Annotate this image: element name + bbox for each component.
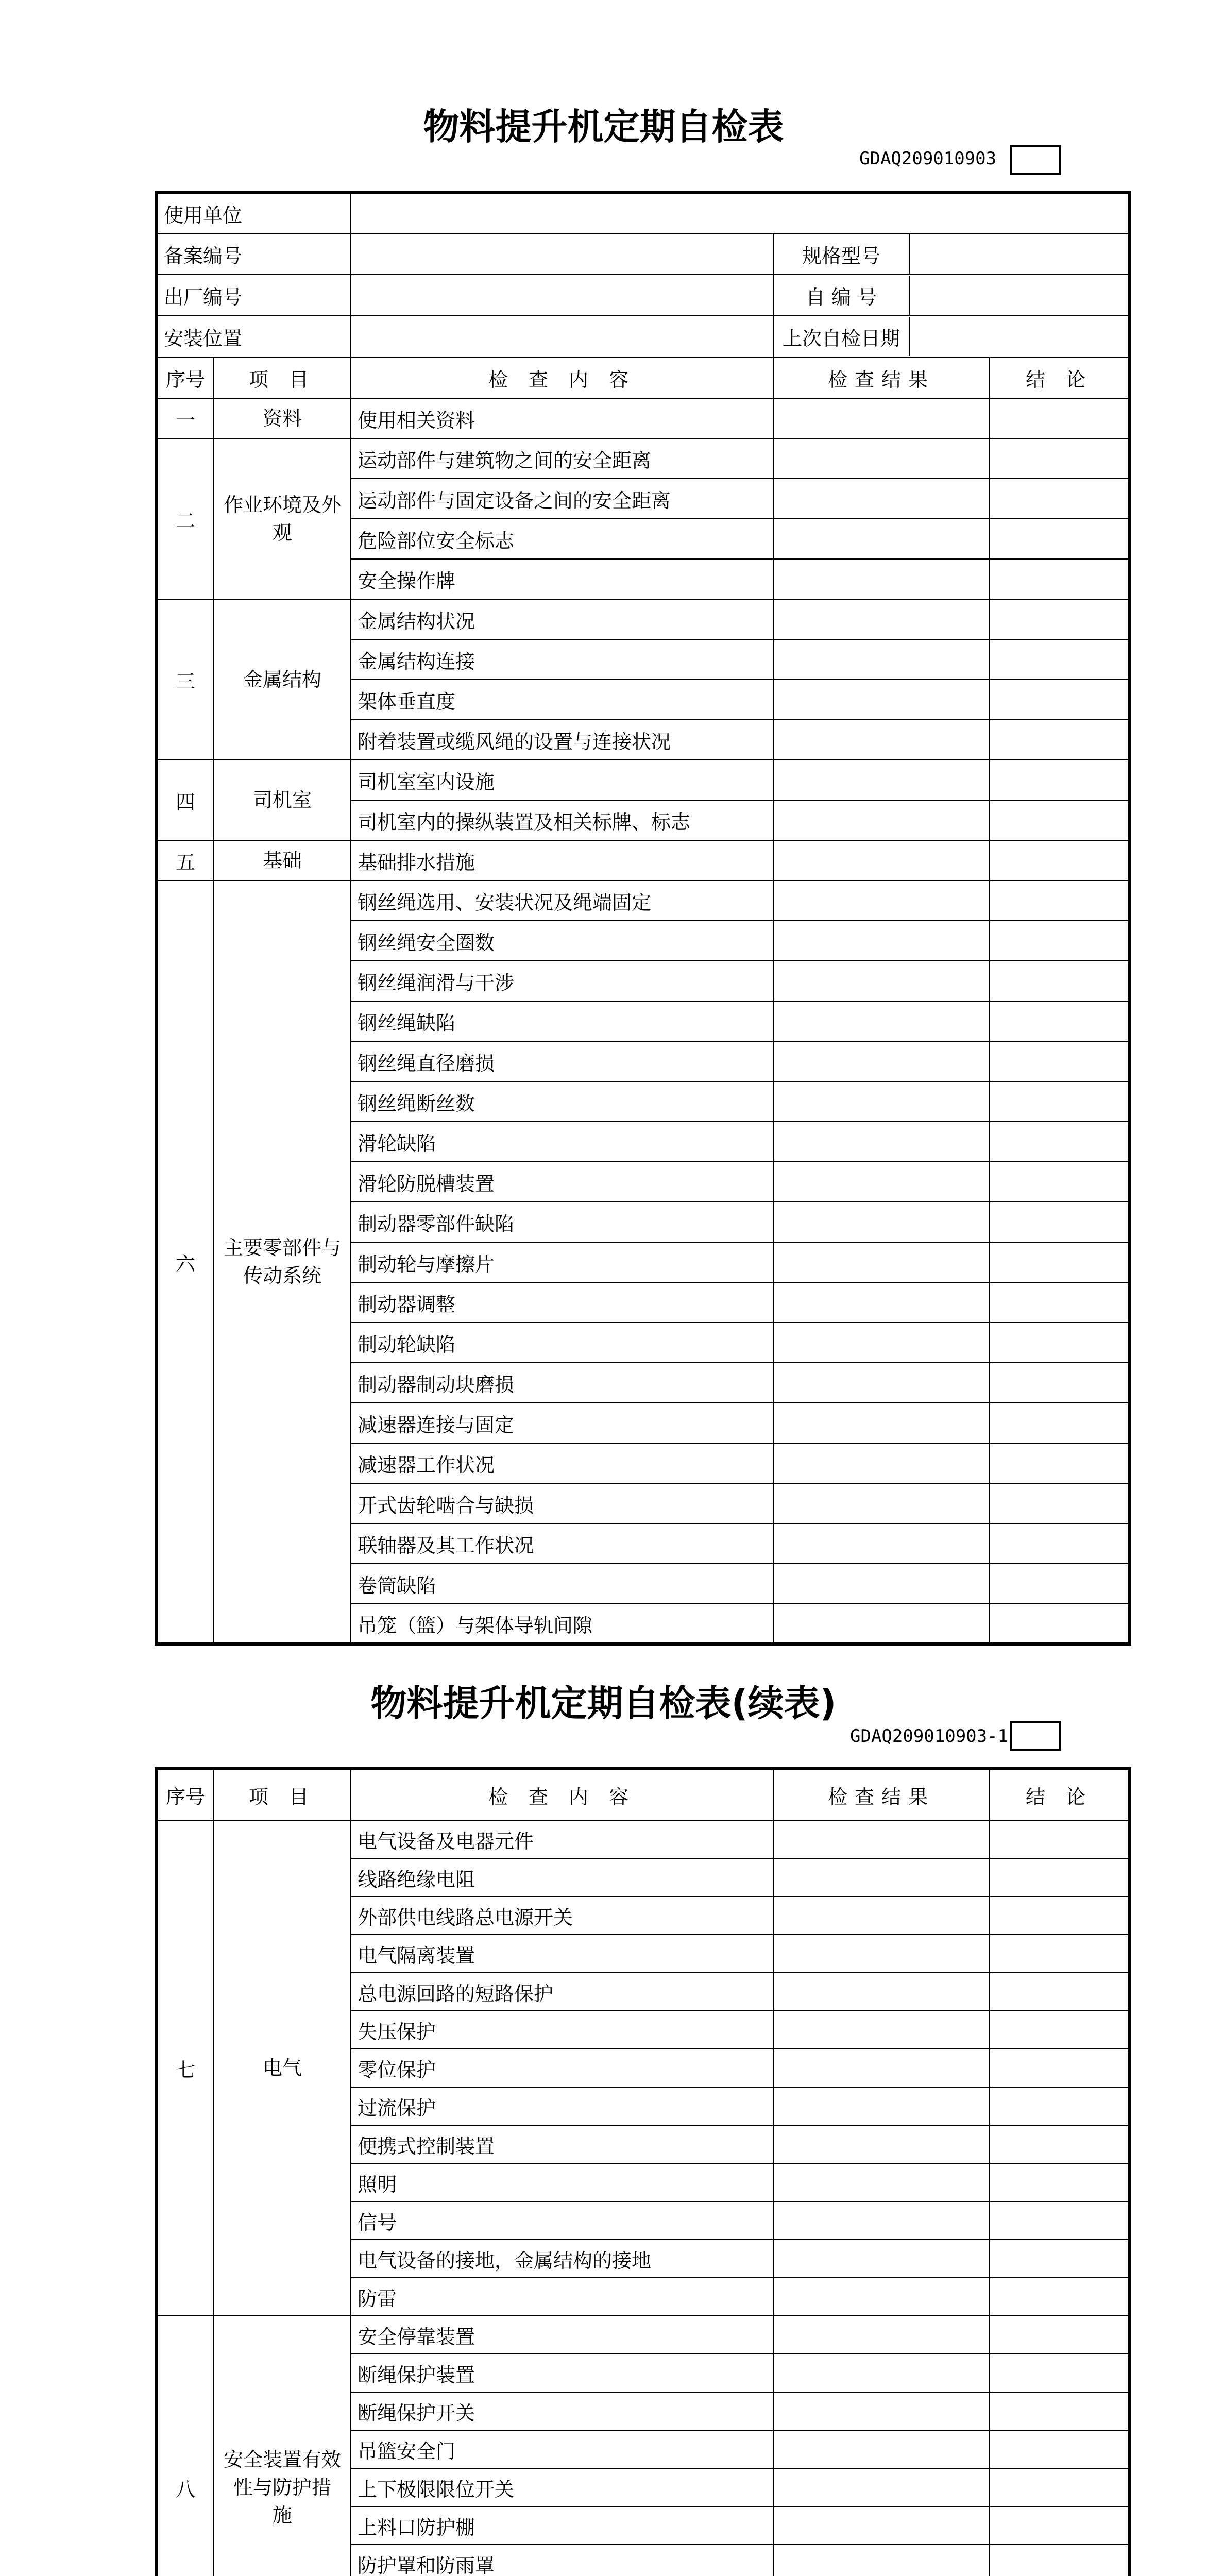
- conclusion-cell[interactable]: [990, 880, 1130, 921]
- inspection-table: [155, 191, 1131, 1646]
- conclusion-cell[interactable]: [990, 1935, 1130, 1973]
- conclusion-cell[interactable]: [990, 639, 1130, 680]
- check-result-cell[interactable]: [773, 720, 990, 760]
- check-result-cell[interactable]: [773, 1242, 990, 1282]
- row-seq: 八: [156, 2316, 214, 2576]
- check-result-cell[interactable]: [773, 2506, 990, 2545]
- check-content: 断绳保护开关: [351, 2392, 773, 2430]
- conclusion-cell[interactable]: [990, 760, 1130, 800]
- table-row: [156, 880, 1130, 921]
- header-result: 检查结果: [773, 1769, 990, 1820]
- check-content: 滑轮防脱槽装置: [351, 1162, 773, 1202]
- check-result-cell[interactable]: [773, 2049, 990, 2087]
- row-item: 金属结构: [214, 599, 351, 760]
- check-content: 架体垂直度: [351, 680, 773, 720]
- inspection-table-continued: [155, 1767, 1131, 2576]
- check-result-cell[interactable]: [773, 2278, 990, 2316]
- conclusion-cell[interactable]: [990, 1323, 1130, 1363]
- field-filing-no[interactable]: [351, 233, 773, 275]
- check-content: 上下极限限位开关: [351, 2468, 773, 2506]
- check-result-cell[interactable]: [773, 1081, 990, 1122]
- conclusion-cell[interactable]: [990, 1081, 1130, 1122]
- conclusion-cell[interactable]: [990, 1242, 1130, 1282]
- conclusion-cell[interactable]: [990, 2049, 1130, 2087]
- check-content: 信号: [351, 2201, 773, 2240]
- conclusion-cell[interactable]: [990, 1282, 1130, 1323]
- check-content: 司机室室内设施: [351, 760, 773, 800]
- row-seq: 六: [156, 880, 214, 1644]
- conclusion-cell[interactable]: [990, 2240, 1130, 2278]
- check-content: 钢丝绳安全圈数: [351, 921, 773, 961]
- check-content: 开式齿轮啮合与缺损: [351, 1483, 773, 1523]
- check-result-cell[interactable]: [773, 2011, 990, 2049]
- field-install-pos[interactable]: [351, 316, 773, 357]
- check-result-cell[interactable]: [773, 1896, 990, 1935]
- check-result-cell[interactable]: [773, 2163, 990, 2201]
- check-content: 过流保护: [351, 2087, 773, 2125]
- check-result-cell[interactable]: [773, 2201, 990, 2240]
- check-result-cell[interactable]: [773, 1820, 990, 1858]
- conclusion-cell[interactable]: [990, 1443, 1130, 1483]
- check-result-cell[interactable]: [773, 2354, 990, 2392]
- check-content: 基础排水措施: [351, 840, 773, 880]
- check-content: 减速器工作状况: [351, 1443, 773, 1483]
- row-seq: 七: [156, 1820, 214, 2316]
- check-content: 制动轮缺陷: [351, 1323, 773, 1363]
- check-content: 上料口防护棚: [351, 2506, 773, 2545]
- conclusion-cell[interactable]: [990, 1041, 1130, 1081]
- label-install-pos: 安装位置: [156, 316, 351, 357]
- label-filing-no: 备案编号: [156, 233, 351, 275]
- check-result-cell[interactable]: [773, 398, 990, 438]
- label-spec-model-cell: 规格型号: [774, 234, 910, 274]
- row-seq: 三: [156, 599, 214, 760]
- check-result-cell[interactable]: [773, 2087, 990, 2125]
- conclusion-cell[interactable]: [990, 1483, 1130, 1523]
- check-result-cell[interactable]: [773, 1282, 990, 1323]
- conclusion-cell[interactable]: [990, 2468, 1130, 2506]
- check-result-cell[interactable]: [773, 599, 990, 639]
- check-content: 制动轮与摩擦片: [351, 1242, 773, 1282]
- conclusion-cell[interactable]: [990, 398, 1130, 438]
- page-title: 物料提升机定期自检表: [423, 106, 784, 148]
- check-content: 线路绝缘电阻: [351, 1858, 773, 1896]
- check-result-cell[interactable]: [773, 760, 990, 800]
- conclusion-cell[interactable]: [990, 2354, 1130, 2392]
- check-content: 照明: [351, 2163, 773, 2201]
- check-result-cell[interactable]: [773, 1935, 990, 1973]
- check-result-cell[interactable]: [773, 800, 990, 840]
- check-content: 司机室内的操纵装置及相关标牌、标志: [351, 800, 773, 840]
- conclusion-cell[interactable]: [990, 1973, 1130, 2011]
- check-content: 减速器连接与固定: [351, 1403, 773, 1443]
- label-last-check-date: 上次自检日期: [774, 317, 910, 356]
- check-result-cell[interactable]: [773, 1363, 990, 1403]
- conclusion-cell[interactable]: [990, 2545, 1130, 2576]
- conclusion-cell[interactable]: [990, 479, 1130, 519]
- field-spec-model[interactable]: [910, 234, 1128, 274]
- table-row: [156, 2316, 1130, 2354]
- check-content: 钢丝绳润滑与干涉: [351, 961, 773, 1001]
- table-row: [156, 1820, 1130, 1858]
- check-result-cell[interactable]: [773, 1403, 990, 1443]
- conclusion-cell[interactable]: [990, 559, 1130, 599]
- label-use-unit: 使用单位: [156, 192, 351, 233]
- check-content: 运动部件与建筑物之间的安全距离: [351, 438, 773, 479]
- conclusion-cell[interactable]: [990, 2506, 1130, 2545]
- check-result-cell[interactable]: [773, 1202, 990, 1242]
- header-conclusion: 结 论: [990, 1769, 1130, 1820]
- field-self-no[interactable]: [910, 276, 1128, 315]
- conclusion-cell[interactable]: [990, 2316, 1130, 2354]
- check-content: 危险部位安全标志: [351, 519, 773, 559]
- check-content: 联轴器及其工作状况: [351, 1523, 773, 1564]
- check-content: 零位保护: [351, 2049, 773, 2087]
- check-content: 金属结构状况: [351, 599, 773, 639]
- header-content: 检 查 内 容: [351, 1769, 773, 1820]
- check-result-cell[interactable]: [773, 479, 990, 519]
- page-title-continued: 物料提升机定期自检表(续表): [370, 1682, 837, 1724]
- conclusion-cell[interactable]: [990, 2392, 1130, 2430]
- conclusion-cell[interactable]: [990, 961, 1130, 1001]
- check-content: 钢丝绳选用、安装状况及绳端固定: [351, 880, 773, 921]
- check-content: 电气设备的接地，金属结构的接地: [351, 2240, 773, 2278]
- check-result-cell[interactable]: [773, 2545, 990, 2576]
- check-result-cell[interactable]: [773, 1162, 990, 1202]
- check-result-cell[interactable]: [773, 1973, 990, 2011]
- check-content: 使用相关资料: [351, 398, 773, 438]
- conclusion-cell[interactable]: [990, 519, 1130, 559]
- check-result-cell[interactable]: [773, 2125, 990, 2163]
- header-item: 项 目: [214, 1769, 351, 1820]
- conclusion-cell[interactable]: [990, 720, 1130, 760]
- conclusion-cell[interactable]: [990, 1202, 1130, 1242]
- table-row: [156, 398, 1130, 438]
- check-content: 安全操作牌: [351, 559, 773, 599]
- check-content: 便携式控制装置: [351, 2125, 773, 2163]
- check-content: 吊笼（篮）与架体导轨间隙: [351, 1604, 773, 1644]
- conclusion-cell[interactable]: [990, 2087, 1130, 2125]
- check-content: 制动器制动块磨损: [351, 1363, 773, 1403]
- conclusion-cell[interactable]: [990, 2011, 1130, 2049]
- check-result-cell[interactable]: [773, 2240, 990, 2278]
- table-row: [156, 599, 1130, 639]
- check-content: 防雷: [351, 2278, 773, 2316]
- check-content: 失压保护: [351, 2011, 773, 2049]
- form-code-box[interactable]: [1010, 145, 1061, 175]
- row-seq: 四: [156, 760, 214, 840]
- check-content: 钢丝绳直径磨损: [351, 1041, 773, 1081]
- conclusion-cell[interactable]: [990, 680, 1130, 720]
- row-item: 司机室: [214, 760, 351, 840]
- row-item: 基础: [214, 840, 351, 880]
- form-code-box-continued[interactable]: [1010, 1721, 1061, 1751]
- check-content: 滑轮缺陷: [351, 1122, 773, 1162]
- check-content: 卷筒缺陷: [351, 1564, 773, 1604]
- check-content: 外部供电线路总电源开关: [351, 1896, 773, 1935]
- row-item: 资料: [214, 398, 351, 438]
- check-content: 制动器零部件缺陷: [351, 1202, 773, 1242]
- check-content: 钢丝绳缺陷: [351, 1001, 773, 1041]
- check-result-cell[interactable]: [773, 1564, 990, 1604]
- check-content: 电气设备及电器元件: [351, 1820, 773, 1858]
- check-result-cell[interactable]: [773, 921, 990, 961]
- check-result-cell[interactable]: [773, 2468, 990, 2506]
- check-result-cell[interactable]: [773, 1323, 990, 1363]
- row-item: 安全装置有效性与防护措 施: [214, 2316, 351, 2576]
- check-content: 金属结构连接: [351, 639, 773, 680]
- check-content: 电气隔离装置: [351, 1935, 773, 1973]
- check-result-cell[interactable]: [773, 880, 990, 921]
- label-self-no: 自 编 号: [774, 276, 910, 315]
- form-code-continued: GDAQ209010903-1: [850, 1726, 1009, 1747]
- check-content: 防护罩和防雨罩: [351, 2545, 773, 2576]
- check-result-cell[interactable]: [773, 1858, 990, 1896]
- table-row: [156, 760, 1130, 800]
- header-result: 检查结果: [773, 357, 990, 398]
- conclusion-cell[interactable]: [990, 800, 1130, 840]
- conclusion-cell[interactable]: [990, 1604, 1130, 1644]
- check-content: 制动器调整: [351, 1282, 773, 1323]
- conclusion-cell[interactable]: [990, 1162, 1130, 1202]
- check-content: 钢丝绳断丝数: [351, 1081, 773, 1122]
- header-seq: 序号: [156, 357, 214, 398]
- conclusion-cell[interactable]: [990, 2278, 1130, 2316]
- conclusion-cell[interactable]: [990, 1363, 1130, 1403]
- check-result-cell[interactable]: [773, 1443, 990, 1483]
- conclusion-cell[interactable]: [990, 438, 1130, 479]
- conclusion-cell[interactable]: [990, 1564, 1130, 1604]
- conclusion-cell[interactable]: [990, 921, 1130, 961]
- conclusion-cell[interactable]: [990, 1896, 1130, 1935]
- check-result-cell[interactable]: [773, 519, 990, 559]
- check-result-cell[interactable]: [773, 1483, 990, 1523]
- header-content: 检 查 内 容: [351, 357, 773, 398]
- check-content: 安全停靠装置: [351, 2316, 773, 2354]
- form-code: GDAQ209010903: [859, 148, 997, 169]
- row-item: 主要零部件与传动系统: [214, 880, 351, 1644]
- check-content: 附着装置或缆风绳的设置与连接状况: [351, 720, 773, 760]
- row-item: 电气: [214, 1820, 351, 2316]
- label-factory-no: 出厂编号: [156, 275, 351, 316]
- conclusion-cell[interactable]: [990, 2201, 1130, 2240]
- check-content: 运动部件与固定设备之间的安全距离: [351, 479, 773, 519]
- conclusion-cell[interactable]: [990, 1820, 1130, 1858]
- check-result-cell[interactable]: [773, 438, 990, 479]
- check-result-cell[interactable]: [773, 1001, 990, 1041]
- header-conclusion: 结 论: [990, 357, 1130, 398]
- field-use-unit[interactable]: [351, 192, 1130, 233]
- row-item: 作业环境及外观: [214, 438, 351, 599]
- conclusion-cell[interactable]: [990, 2125, 1130, 2163]
- conclusion-cell[interactable]: [990, 599, 1130, 639]
- conclusion-cell[interactable]: [990, 1403, 1130, 1443]
- check-content: 吊篮安全门: [351, 2430, 773, 2468]
- check-result-cell[interactable]: [773, 2392, 990, 2430]
- conclusion-cell[interactable]: [990, 1001, 1130, 1041]
- check-result-cell[interactable]: [773, 639, 990, 680]
- check-result-cell[interactable]: [773, 1041, 990, 1081]
- conclusion-cell[interactable]: [990, 2430, 1130, 2468]
- check-result-cell[interactable]: [773, 1122, 990, 1162]
- table-row: [156, 438, 1130, 479]
- conclusion-cell[interactable]: [990, 1122, 1130, 1162]
- check-result-cell[interactable]: [773, 559, 990, 599]
- row-seq: 一: [156, 398, 214, 438]
- check-content: 断绳保护装置: [351, 2354, 773, 2392]
- conclusion-cell[interactable]: [990, 2163, 1130, 2201]
- check-result-cell[interactable]: [773, 2430, 990, 2468]
- check-result-cell[interactable]: [773, 1604, 990, 1644]
- check-result-cell[interactable]: [773, 961, 990, 1001]
- check-result-cell[interactable]: [773, 840, 990, 880]
- row-seq: 二: [156, 438, 214, 599]
- check-result-cell[interactable]: [773, 1523, 990, 1564]
- check-result-cell[interactable]: [773, 2316, 990, 2354]
- header-item: 项 目: [214, 357, 351, 398]
- row-seq: 五: [156, 840, 214, 880]
- check-content: 总电源回路的短路保护: [351, 1973, 773, 2011]
- conclusion-cell[interactable]: [990, 840, 1130, 880]
- header-seq: 序号: [156, 1769, 214, 1820]
- field-factory-no[interactable]: [351, 275, 773, 316]
- field-last-check-date[interactable]: [910, 317, 1128, 356]
- conclusion-cell[interactable]: [990, 1858, 1130, 1896]
- conclusion-cell[interactable]: [990, 1523, 1130, 1564]
- table-row: [156, 840, 1130, 880]
- check-result-cell[interactable]: [773, 680, 990, 720]
